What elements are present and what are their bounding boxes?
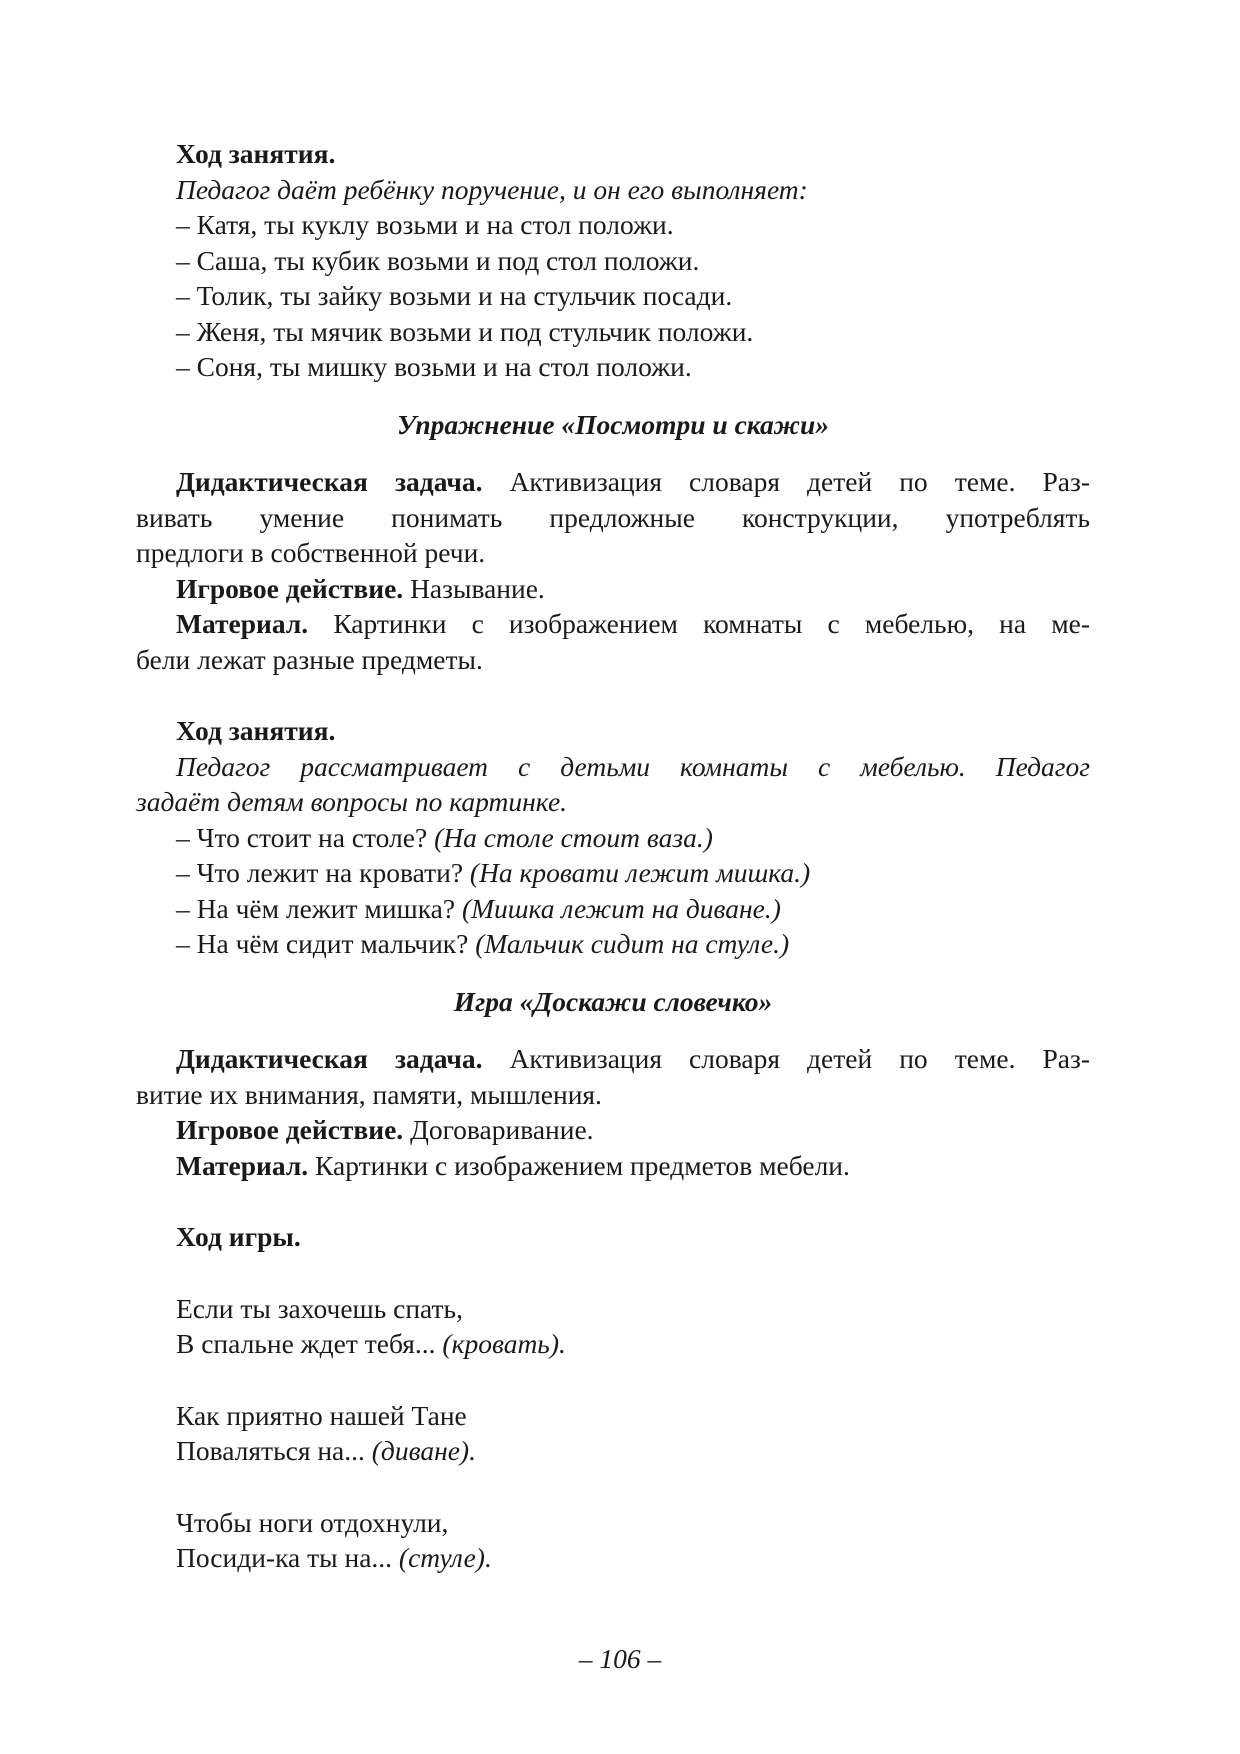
verse-text: Поваляться на... bbox=[176, 1435, 365, 1466]
material-line bbox=[136, 606, 1090, 642]
verse-answer: (диване). bbox=[371, 1435, 476, 1466]
spacer bbox=[136, 1019, 1090, 1041]
didactic-task-label: Дидактическая задача. bbox=[176, 1043, 483, 1074]
instruction-line: – Катя, ты куклу возьми и на стол положи. bbox=[176, 209, 674, 240]
question: – Что лежит на кровати? bbox=[176, 857, 464, 888]
game-action-label: Игровое действие. bbox=[176, 1114, 404, 1145]
didactic-task-label: Дидактическая задача. bbox=[176, 466, 483, 497]
spacer bbox=[136, 677, 1090, 713]
game-title: Игра «Доскажи словечко» bbox=[453, 985, 773, 1017]
game-action-text: Договаривание. bbox=[410, 1114, 594, 1145]
page-content bbox=[136, 136, 1090, 1576]
spacer bbox=[136, 1469, 1090, 1505]
material-text: Картинки с изображением предметов мебели. bbox=[315, 1149, 850, 1181]
instruction-line: – Толик, ты зайку возьми и на стульчик посади. bbox=[176, 280, 733, 311]
verse-line bbox=[136, 1540, 1090, 1576]
material-label: Материал. bbox=[176, 1149, 309, 1181]
instruction-line: – Саша, ты кубик возьми и под стол положи. bbox=[176, 244, 700, 276]
answer: (На кровати лежит мишка.) bbox=[469, 857, 811, 888]
game-action-line bbox=[136, 571, 1090, 607]
game-action-label: Игровое действие. bbox=[176, 572, 404, 604]
verse-line: Если ты захочешь спать, bbox=[176, 1292, 463, 1324]
spacer bbox=[136, 1362, 1090, 1398]
didactic-task-text: предлоги в собственной речи. bbox=[136, 537, 486, 568]
exercise-title: Упражнение «Посмотри и скажи» bbox=[396, 408, 830, 440]
verse-line bbox=[136, 1326, 1090, 1362]
answer: (На столе стоит ваза.) bbox=[434, 821, 713, 853]
didactic-task-text: Активизация словаря детей по теме. Раз- bbox=[509, 1043, 1091, 1074]
verse-answer: (кровать). bbox=[442, 1328, 566, 1359]
course-heading: Ход занятия. bbox=[176, 715, 336, 746]
instruction-line: – Женя, ты мячик возьми и под стульчик положи. bbox=[176, 315, 754, 347]
material-text: Картинки с изображением комнаты с мебелью, на ме- bbox=[333, 608, 1090, 639]
didactic-task-text: вивать умение понимать предложные конструкции, употреблять bbox=[136, 501, 1090, 533]
verse-line: Как приятно нашей Тане bbox=[176, 1399, 467, 1431]
question: – Что стоит на столе? bbox=[176, 821, 428, 853]
didactic-task-text: Активизация словаря детей по теме. Раз- bbox=[509, 466, 1091, 497]
verse-line bbox=[136, 1433, 1090, 1469]
verse-text: Посиди-ка ты на... bbox=[176, 1542, 393, 1573]
material-label: Материал. bbox=[176, 608, 309, 639]
didactic-task-line bbox=[136, 464, 1090, 500]
verse-line: Чтобы ноги отдохнули, bbox=[176, 1506, 449, 1538]
spacer bbox=[136, 1183, 1090, 1219]
game-action-line bbox=[136, 1112, 1090, 1148]
material-text: бели лежат разные предметы. bbox=[136, 643, 483, 675]
question: – На чём сидит мальчик? bbox=[176, 928, 469, 959]
question: – На чём лежит мишка? bbox=[176, 892, 456, 924]
question-line bbox=[136, 820, 1090, 856]
course-heading: Ход занятия. bbox=[176, 138, 336, 169]
spacer bbox=[136, 1255, 1090, 1291]
didactic-task-text: витие их внимания, памяти, мышления. bbox=[136, 1078, 602, 1110]
material-line bbox=[136, 1148, 1090, 1184]
question-line bbox=[136, 855, 1090, 891]
course-intro: Педагог рассматривает с детьми комнаты с мебелью. Педагог bbox=[176, 750, 1090, 782]
didactic-task-line bbox=[136, 1041, 1090, 1077]
question-line bbox=[136, 891, 1090, 927]
verse-answer: (стуле). bbox=[398, 1542, 492, 1573]
instruction-line: – Соня, ты мишку возьми и на стол положи. bbox=[176, 351, 692, 382]
answer: (Мальчик сидит на стуле.) bbox=[475, 928, 790, 959]
answer: (Мишка лежит на диване.) bbox=[461, 892, 781, 924]
page-number: – 106 – bbox=[578, 1643, 662, 1674]
spacer bbox=[136, 442, 1090, 464]
game-action-text: Называние. bbox=[410, 572, 545, 604]
question-line bbox=[136, 926, 1090, 962]
course-intro: задаёт детям вопросы по картинке. bbox=[136, 786, 568, 817]
spacer bbox=[136, 385, 1090, 407]
spacer bbox=[136, 962, 1090, 984]
course-intro: Педагог даёт ребёнку поручение, и он его выполняет: bbox=[176, 173, 808, 205]
course-heading: Ход игры. bbox=[176, 1221, 301, 1252]
verse-text: В спальне ждет тебя... bbox=[176, 1328, 436, 1359]
